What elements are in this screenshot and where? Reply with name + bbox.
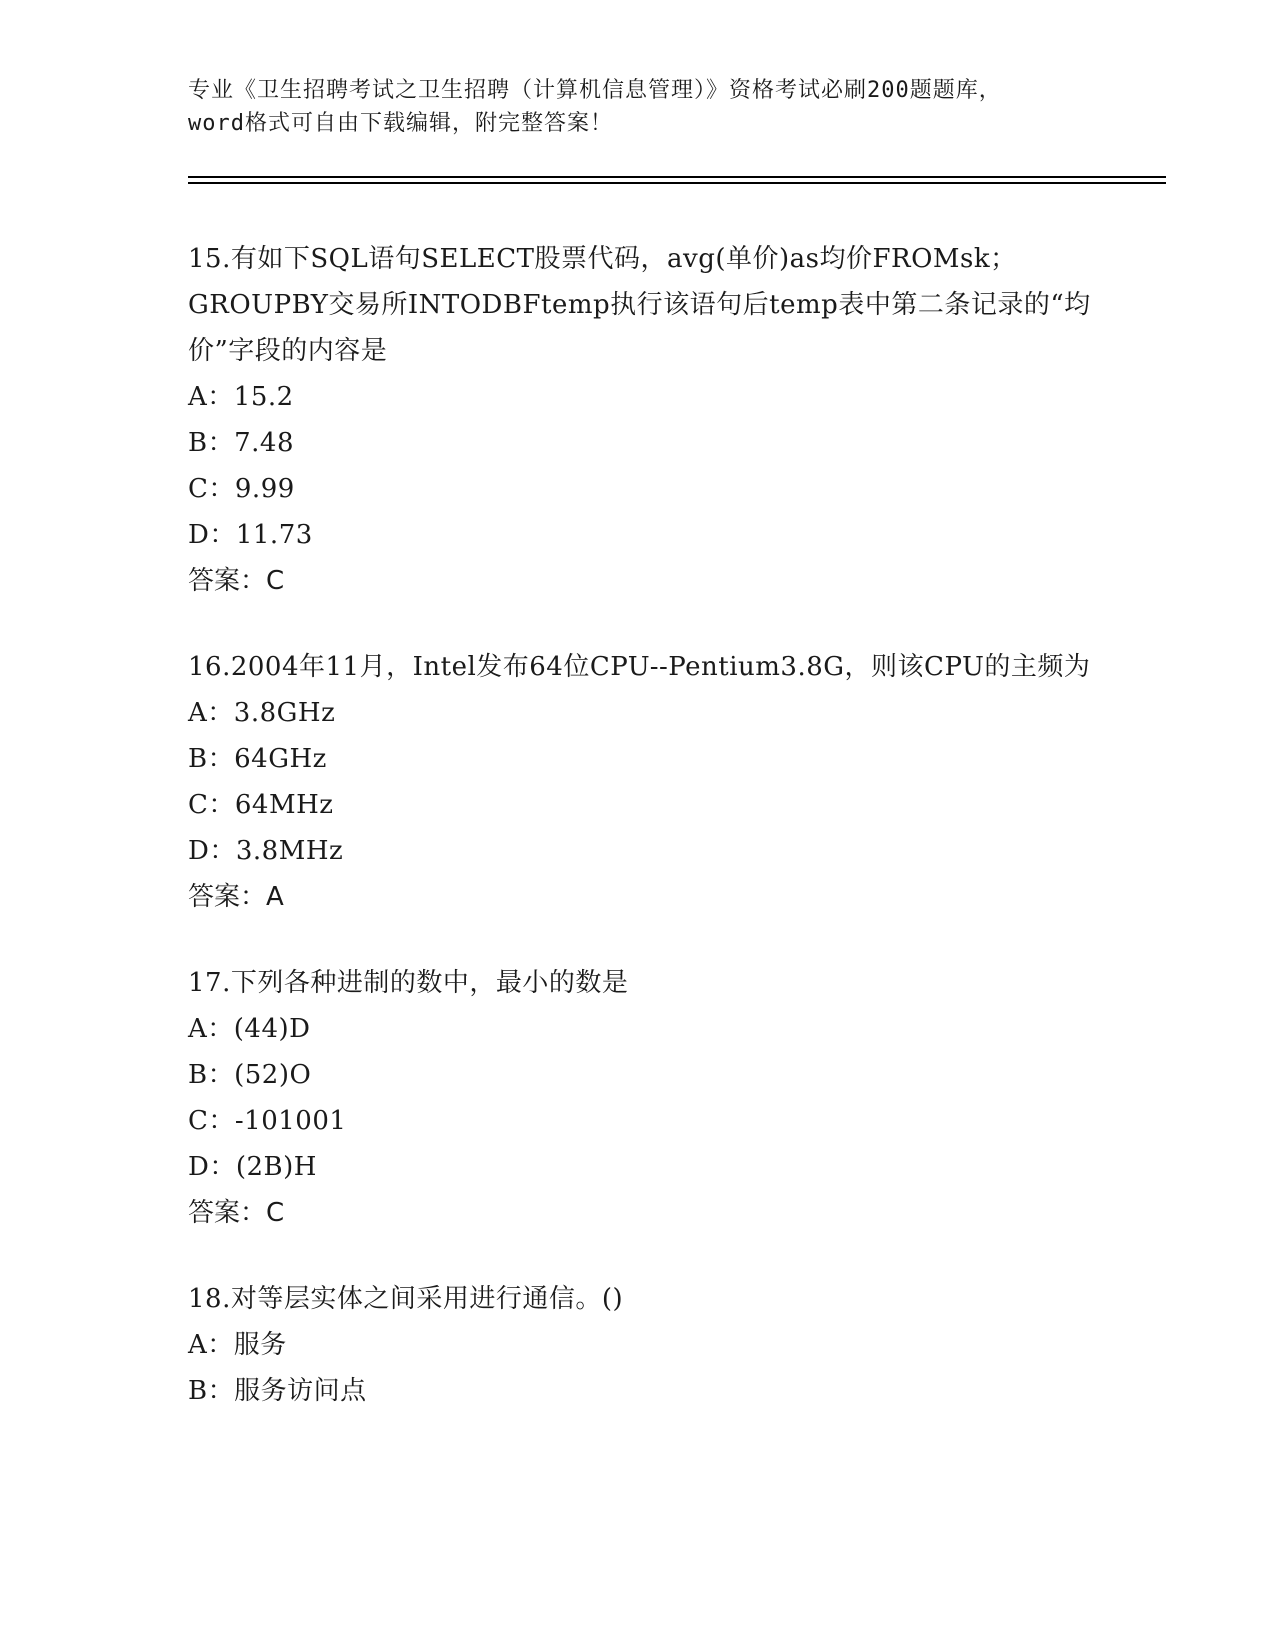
option-b: B：(52)O xyxy=(188,1060,312,1090)
option-a: A：15.2 xyxy=(188,382,294,412)
option-a: A：3.8GHz xyxy=(188,698,336,728)
question-list xyxy=(188,236,1128,1454)
question-16 xyxy=(188,644,1128,920)
header-line-2: word格式可自由下载编辑，附完整答案！ xyxy=(188,111,613,136)
answer-line: 答案：C xyxy=(188,566,285,596)
option-d: D：11.73 xyxy=(188,520,313,550)
header-rule-bottom xyxy=(188,182,1166,184)
option-d: D：3.8MHz xyxy=(188,836,344,866)
option-c: C：9.99 xyxy=(188,474,295,504)
answer-line: 答案：A xyxy=(188,882,284,912)
option-b: B：7.48 xyxy=(188,428,294,458)
option-c: C：64MHz xyxy=(188,790,334,820)
option-a: A：服务 xyxy=(188,1330,287,1360)
option-b: B：64GHz xyxy=(188,744,327,774)
question-text: 18.对等层实体之间采用进行通信。() xyxy=(188,1284,624,1314)
document-header xyxy=(188,74,1108,140)
question-15 xyxy=(188,236,1128,604)
answer-line: 答案：C xyxy=(188,1198,285,1228)
option-d: D：(2B)H xyxy=(188,1152,317,1182)
option-a: A：(44)D xyxy=(188,1014,311,1044)
question-text: 16.2004年11月，Intel发布64位CPU--Pentium3.8G，则该CPU的主频为 xyxy=(188,652,1091,682)
option-c: C：-101001 xyxy=(188,1106,347,1136)
header-rule-top xyxy=(188,176,1166,178)
question-18 xyxy=(188,1276,1128,1414)
option-b: B：服务访问点 xyxy=(188,1376,367,1406)
header-line-1: 专业《卫生招聘考试之卫生招聘（计算机信息管理）》资格考试必刷200题题库， xyxy=(188,78,1002,103)
question-17 xyxy=(188,960,1128,1236)
question-text: 17.下列各种进制的数中，最小的数是 xyxy=(188,968,629,998)
question-text: 15.有如下SQL语句SELECT股票代码，avg(单价)as均价FROMsk；GROUPBY交易所INTODBFtemp执行该语句后temp表中第二条记录的“均价”字段的内容是 xyxy=(188,244,1091,366)
